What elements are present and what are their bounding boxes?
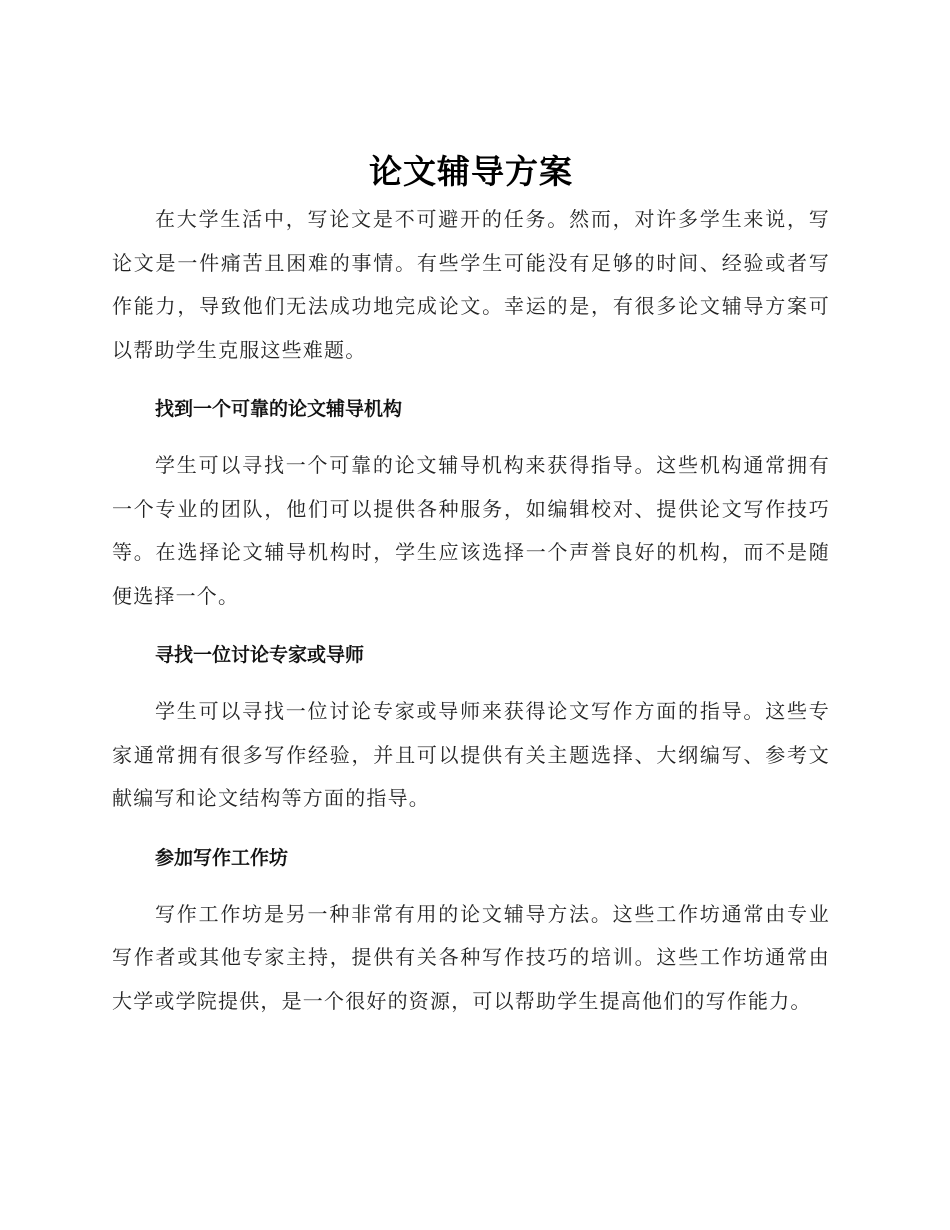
intro-paragraph: 在大学生活中，写论文是不可避开的任务。然而，对许多学生来说，写论文是一件痛苦且困难的事情。有些学生可能没有足够的时间、经验或者写作能力，导致他们无法成功地完成论文。幸运的是，有很多论文辅导方案可以帮助学生克服这些难题。: [112, 207, 830, 362]
section-body-agency: 学生可以寻找一个可靠的论文辅导机构来获得指导。这些机构通常拥有一个专业的团队，他们可以提供各种服务，如编辑校对、提供论文写作技巧等。在选择论文辅导机构时，学生应该选择一个声誉良好的机构，而不是随便选择一个。: [112, 453, 830, 608]
section-heading-mentor: 寻找一位讨论专家或导师: [155, 644, 365, 666]
page-title: 论文辅导方案: [369, 152, 573, 191]
document-page: [112, 150, 830, 1023]
section-body-workshop: 写作工作坊是另一种非常有用的论文辅导方法。这些工作坊通常由专业写作者或其他专家主持，提供有关各种写作技巧的培训。这些工作坊通常由大学或学院提供，是一个很好的资源，可以帮助学生提高他们的写作能力。: [112, 901, 830, 1013]
section-body-mentor: 学生可以寻找一位讨论专家或导师来获得论文写作方面的指导。这些专家通常拥有很多写作经验，并且可以提供有关主题选择、大纲编写、参考文献编写和论文结构等方面的指导。: [112, 699, 830, 810]
section-heading-workshop: 参加写作工作坊: [155, 846, 289, 869]
section-heading-agency: 找到一个可靠的论文辅导机构: [155, 398, 403, 420]
